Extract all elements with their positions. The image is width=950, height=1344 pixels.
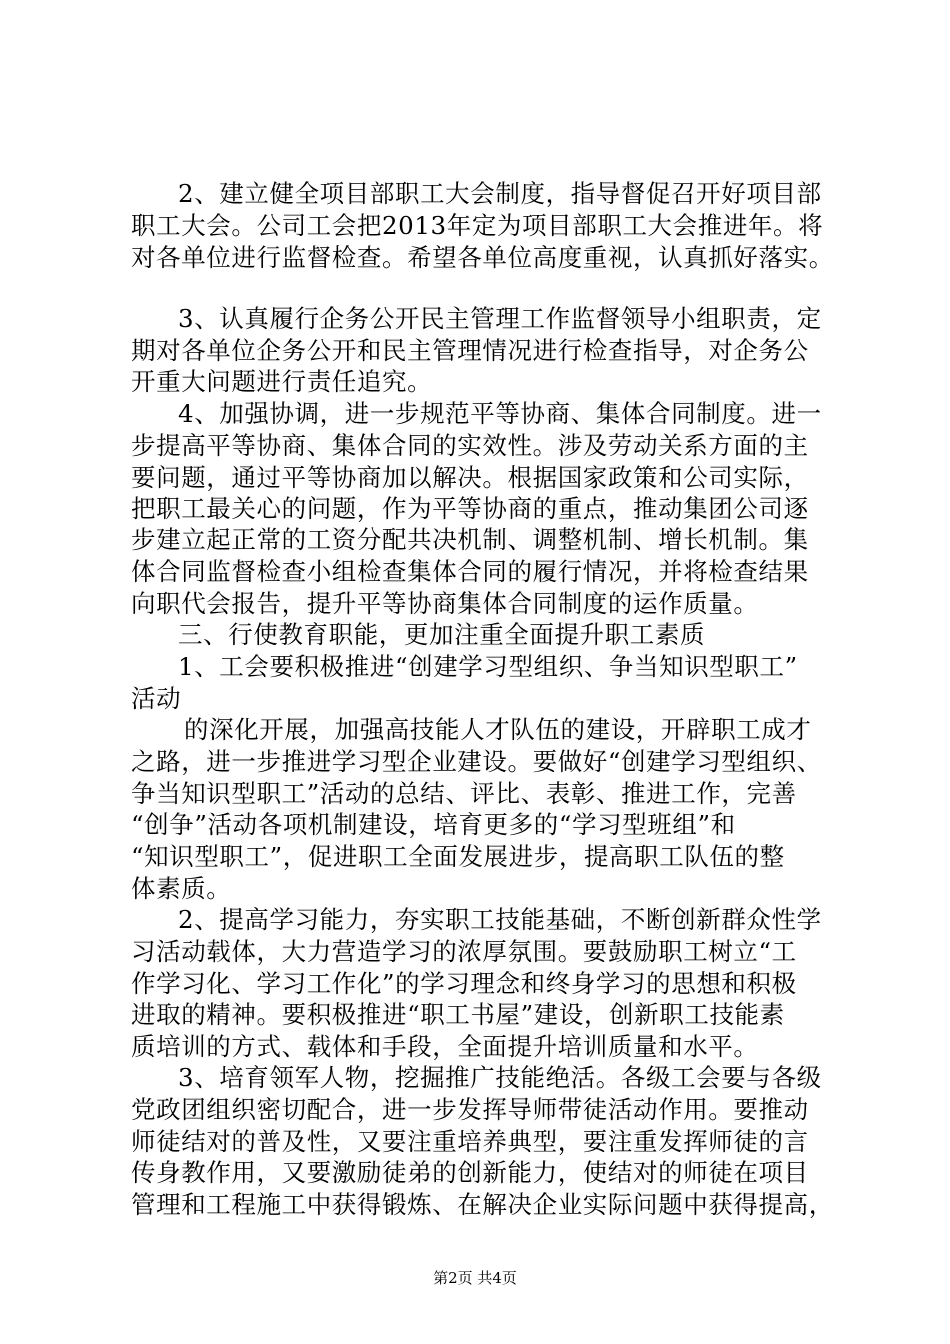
text-line: 作学习化、学习工作化”的学习理念和终身学习的思想和积极 bbox=[131, 969, 797, 998]
text-line: “知识型职工”，促进职工全面发展进步，提高职工队伍的整 bbox=[131, 842, 785, 871]
text-line: 传身教作用，又要激励徒弟的创新能力，使结对的师徒在项目 bbox=[131, 1158, 809, 1187]
text-line: 开重大问题进行责任追究。 bbox=[131, 367, 433, 396]
text-line: 质培训的方式、载体和手段，全面提升培训质量和水平。 bbox=[131, 1032, 759, 1061]
text-line: 3、培育领军人物，挖掘推广技能绝活。各级工会要与各级 bbox=[178, 1063, 822, 1092]
text-line: 步建立起正常的工资分配共决机制、调整机制、增长机制。集 bbox=[131, 525, 809, 554]
text-line: 把职工最关心的问题，作为平等协商的重点，推动集团公司逐 bbox=[131, 494, 809, 523]
text-line: 3、认真履行企务公开民主管理工作监督领导小组职责，定 bbox=[178, 304, 822, 333]
text-line: 步提高平等协商、集体合同的实效性。涉及劳动关系方面的主 bbox=[131, 431, 809, 460]
text-line: 1、工会要积极推进“创建学习型组织、争当知识型职工” bbox=[178, 652, 798, 681]
text-line: 活动 bbox=[131, 684, 182, 713]
text-line: 要问题，通过平等协商加以解决。根据国家政策和公司实际， bbox=[131, 463, 809, 492]
text-line: 党政团组织密切配合，进一步发挥导师带徒活动作用。要推动 bbox=[131, 1095, 809, 1124]
text-line: 2、建立健全项目部职工大会制度，指导督促召开好项目部 bbox=[178, 179, 822, 208]
page-number-footer: 第2页 共4页 bbox=[433, 1269, 517, 1287]
text-line: 职工大会。公司工会把2013年定为项目部职工大会推进年。将 bbox=[131, 211, 824, 240]
text-line: 体素质。 bbox=[131, 874, 232, 903]
text-line: 2、提高学习能力，夯实职工技能基础，不断创新群众性学 bbox=[178, 905, 822, 934]
text-line: “创争”活动各项机制建设，培育更多的“学习型班组”和 bbox=[131, 810, 736, 839]
text-line: 之路，进一步推进学习型企业建设。要做好“创建学习型组织、 bbox=[131, 747, 822, 776]
section-heading: 三、行使教育职能，更加注重全面提升职工素质 bbox=[178, 620, 706, 649]
text-line: 师徒结对的普及性，又要注重培养典型，要注重发挥师徒的言 bbox=[131, 1127, 809, 1156]
text-line: 的深化开展，加强高技能人才队伍的建设，开辟职工成才 bbox=[184, 715, 812, 744]
text-line: 向职代会报告，提升平等协商集体合同制度的运作质量。 bbox=[131, 589, 759, 618]
text-line: 体合同监督检查小组检查集体合同的履行情况，并将检查结果 bbox=[131, 557, 809, 586]
text-line: 期对各单位企务公开和民主管理情况进行检查指导，对企务公 bbox=[131, 336, 809, 365]
text-line: 习活动载体，大力营造学习的浓厚氛围。要鼓励职工树立“工 bbox=[131, 937, 797, 966]
text-line: 争当知识型职工”活动的总结、评比、表彰、推进工作，完善 bbox=[131, 779, 797, 808]
text-line: 管理和工程施工中获得锻炼、在解决企业实际问题中获得提高， bbox=[131, 1190, 834, 1219]
text-line: 对各单位进行监督检查。希望各单位高度重视，认真抓好落实。 bbox=[131, 243, 834, 272]
text-line: 进取的精神。要积极推进“职工书屋”建设，创新职工技能素 bbox=[131, 1000, 785, 1029]
text-line: 4、加强协调，进一步规范平等协商、集体合同制度。进一 bbox=[178, 399, 822, 428]
